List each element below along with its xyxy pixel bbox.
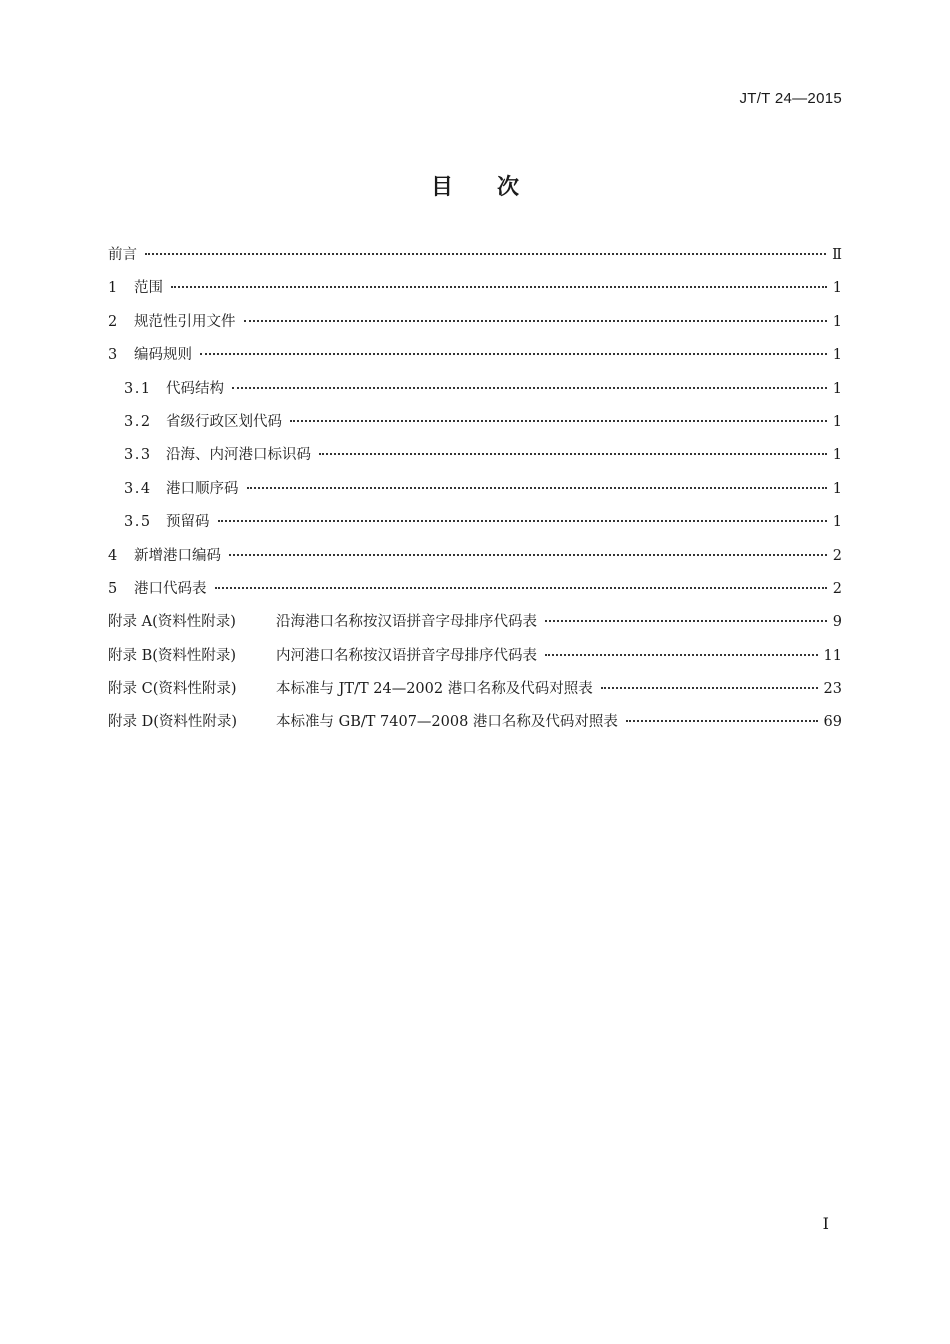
- toc-entry-page: 23: [823, 681, 842, 698]
- toc-entry-title: 规范性引用文件: [134, 313, 236, 330]
- toc-entry-title: 本标准与 JT/T 24—2002 港口名称及代码对照表: [276, 681, 593, 698]
- toc-entry-page: 1: [832, 413, 842, 430]
- toc-entry-preface[interactable]: [108, 243, 842, 276]
- dot-leader: [545, 620, 827, 622]
- toc-entry-number: 3.3: [124, 447, 152, 464]
- toc-entry-title: 港口顺序码: [166, 480, 239, 497]
- toc-entry-page: 1: [832, 514, 842, 531]
- dot-leader: [244, 320, 827, 322]
- toc-entry-number: 3: [108, 347, 118, 364]
- toc-entry-appendix-b[interactable]: [108, 644, 842, 677]
- toc-entry-page: 1: [832, 280, 842, 297]
- toc-entry-page: 1: [832, 347, 842, 364]
- dot-leader: [545, 654, 818, 656]
- toc-entry-3-2[interactable]: [108, 410, 842, 443]
- dot-leader: [290, 420, 827, 422]
- toc-entry-number: 附录 C(资料性附录): [108, 681, 237, 698]
- toc-entry-page: 1: [832, 480, 842, 497]
- toc-entry-title: 范围: [134, 280, 163, 297]
- dot-leader: [218, 520, 827, 522]
- dot-leader: [319, 453, 827, 455]
- toc-entry-title: 港口代码表: [134, 580, 207, 597]
- toc-entry-title: 沿海、内河港口标识码: [166, 447, 311, 464]
- toc-entry-number: 附录 B(资料性附录): [108, 647, 237, 664]
- dot-leader: [626, 720, 818, 722]
- toc-entry-3-5[interactable]: [108, 510, 842, 543]
- page-title: 目 次: [430, 175, 519, 200]
- toc-entry-number: 3.1: [124, 380, 152, 397]
- toc-entry-number: 3.5: [124, 514, 152, 531]
- toc-entry-page: 9: [832, 614, 842, 631]
- toc-entry-title: 新增港口编码: [134, 547, 221, 564]
- toc-entry-title: 编码规则: [134, 347, 192, 364]
- dot-leader: [232, 387, 827, 389]
- toc-entry-3-1[interactable]: [108, 377, 842, 410]
- toc-entry-number: 1: [108, 280, 118, 297]
- toc-entry-title: 预留码: [166, 514, 210, 531]
- toc-entry-3-4[interactable]: [108, 477, 842, 510]
- toc-entry-title: 前言: [108, 247, 137, 263]
- toc-entry-title: 本标准与 GB/T 7407—2008 港口名称及代码对照表: [276, 714, 618, 731]
- dot-leader: [229, 554, 827, 556]
- toc-entry-page: 11: [823, 647, 842, 664]
- toc-entry-page: 69: [823, 714, 842, 731]
- toc-entry-title: 代码结构: [166, 380, 224, 397]
- toc-entry-page: 1: [832, 447, 842, 464]
- toc-entry-number: 3.4: [124, 480, 152, 497]
- toc-entry-page: 1: [832, 313, 842, 330]
- dot-leader: [145, 253, 826, 255]
- dot-leader: [247, 487, 827, 489]
- toc-entry-number: 附录 D(资料性附录): [108, 714, 238, 731]
- toc-entry-3[interactable]: [108, 343, 842, 376]
- page-number: I: [822, 1214, 829, 1233]
- toc-entry-1[interactable]: [108, 276, 842, 309]
- dot-leader: [601, 687, 818, 689]
- toc-entry-4[interactable]: [108, 544, 842, 577]
- toc-entry-2[interactable]: [108, 310, 842, 343]
- toc-entry-number: 3.2: [124, 413, 152, 430]
- toc-entry-page: Ⅱ: [832, 247, 842, 263]
- toc-entry-appendix-a[interactable]: [108, 610, 842, 643]
- dot-leader: [171, 286, 827, 288]
- toc-entry-number: 5: [108, 580, 118, 597]
- toc-entry-5[interactable]: [108, 577, 842, 610]
- standard-code: JT/T 24—2015: [739, 90, 842, 107]
- toc-entry-page: 2: [832, 580, 842, 597]
- toc-entry-appendix-c[interactable]: [108, 677, 842, 710]
- dot-leader: [200, 353, 827, 355]
- toc-entry-appendix-d[interactable]: [108, 710, 842, 743]
- dot-leader: [215, 587, 827, 589]
- toc-entry-number: 4: [108, 547, 118, 564]
- toc-entry-number: 附录 A(资料性附录): [108, 614, 236, 631]
- toc-entry-number: 2: [108, 313, 118, 330]
- toc-entry-title: 内河港口名称按汉语拼音字母排序代码表: [276, 647, 537, 664]
- toc-entry-title: 沿海港口名称按汉语拼音字母排序代码表: [276, 614, 537, 631]
- toc-entry-3-3[interactable]: [108, 443, 842, 476]
- toc-entry-page: 2: [832, 547, 842, 564]
- toc-entry-page: 1: [832, 380, 842, 397]
- toc-entry-title: 省级行政区划代码: [166, 413, 282, 430]
- table-of-contents: [108, 243, 842, 744]
